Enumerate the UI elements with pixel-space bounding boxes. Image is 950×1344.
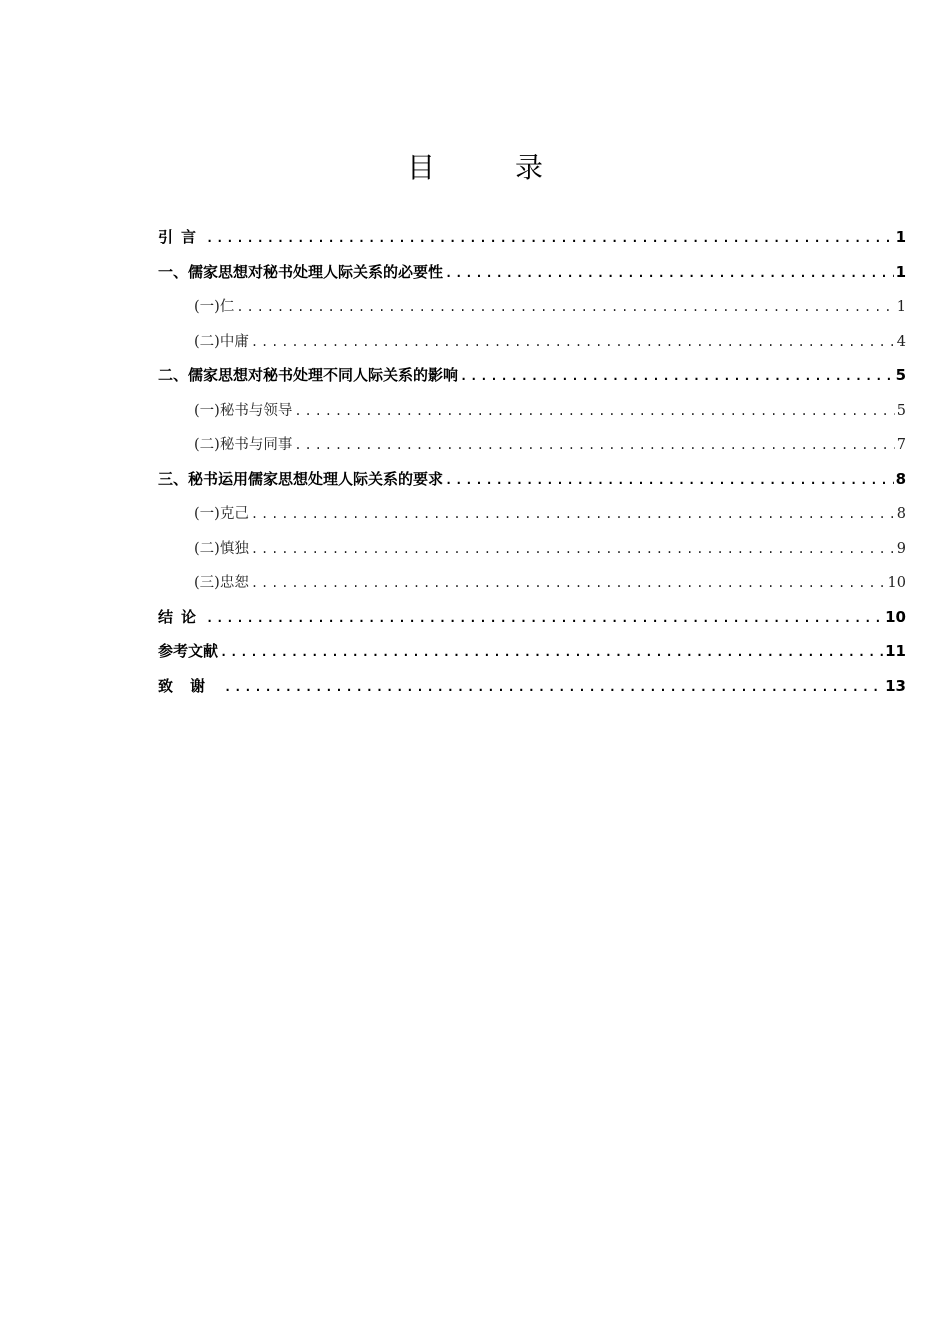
toc-entry-section-3-1[interactable] [158,502,906,537]
toc-entry-page: 5 [895,366,906,384]
toc-entry-page: 8 [896,506,906,522]
toc-entry-introduction[interactable] [158,226,906,261]
dot-leader [206,231,894,245]
dot-leader [236,300,894,314]
toc-entry-page: 1 [896,299,906,315]
toc-entry-label: (一)仁 [194,299,235,315]
toc-entry-label: (一)克己 [194,506,249,522]
toc-entry-section-3-3[interactable] [158,571,906,606]
toc-entry-chapter-1[interactable] [158,261,906,296]
toc-entry-page: 10 [885,607,906,626]
table-of-contents [158,226,906,709]
toc-entry-page: 5 [896,402,906,419]
dot-leader [220,645,883,659]
dot-leader [294,404,894,418]
toc-entry-label: 结论 [158,607,205,626]
toc-entry-label: 一、儒家思想对秘书处理人际关系的必要性 [158,262,444,281]
toc-entry-label: 二、儒家思想对秘书处理不同人际关系的影响 [158,366,459,384]
toc-entry-page: 8 [895,469,906,488]
toc-entry-page: 4 [896,333,906,350]
dot-leader [206,611,883,625]
toc-entry-page: 13 [885,676,906,695]
toc-entry-label: (二)慎独 [194,540,249,557]
dot-leader [224,680,883,694]
dot-leader [251,335,895,349]
toc-entry-page: 7 [896,437,906,453]
dot-leader [251,576,886,590]
toc-entry-label: (二)中庸 [194,333,249,350]
toc-entry-page: 10 [887,575,906,591]
toc-entry-page: 1 [895,262,906,281]
toc-entry-section-2-1[interactable] [158,399,906,434]
dot-leader [445,266,894,280]
toc-entry-label: (三)忠恕 [194,575,249,591]
toc-entry-references[interactable] [158,640,906,675]
toc-entry-page: 11 [885,642,906,660]
toc-entry-label: 参考文献 [158,642,219,660]
toc-entry-section-1-1[interactable] [158,295,906,330]
page-title: 目 录 [406,151,569,184]
toc-entry-label: 引言 [158,228,205,246]
toc-entry-acknowledgements[interactable] [158,675,906,710]
toc-entry-section-2-2[interactable] [158,433,906,468]
toc-entry-page: 9 [896,540,906,557]
dot-leader [294,438,894,452]
dot-leader [251,542,895,556]
toc-entry-label: 致谢 [158,676,223,695]
toc-entry-section-3-2[interactable] [158,537,906,572]
toc-entry-section-1-2[interactable] [158,330,906,365]
toc-entry-label: (一)秘书与领导 [194,402,293,419]
toc-entry-conclusion[interactable] [158,606,906,641]
toc-entry-page: 1 [895,228,906,246]
toc-entry-chapter-2[interactable] [158,364,906,399]
dot-leader [460,369,894,383]
toc-entry-label: 三、秘书运用儒家思想处理人际关系的要求 [158,469,444,488]
toc-entry-chapter-3[interactable] [158,468,906,503]
toc-entry-label: (二)秘书与同事 [194,437,293,453]
dot-leader [251,507,895,521]
dot-leader [445,473,894,487]
